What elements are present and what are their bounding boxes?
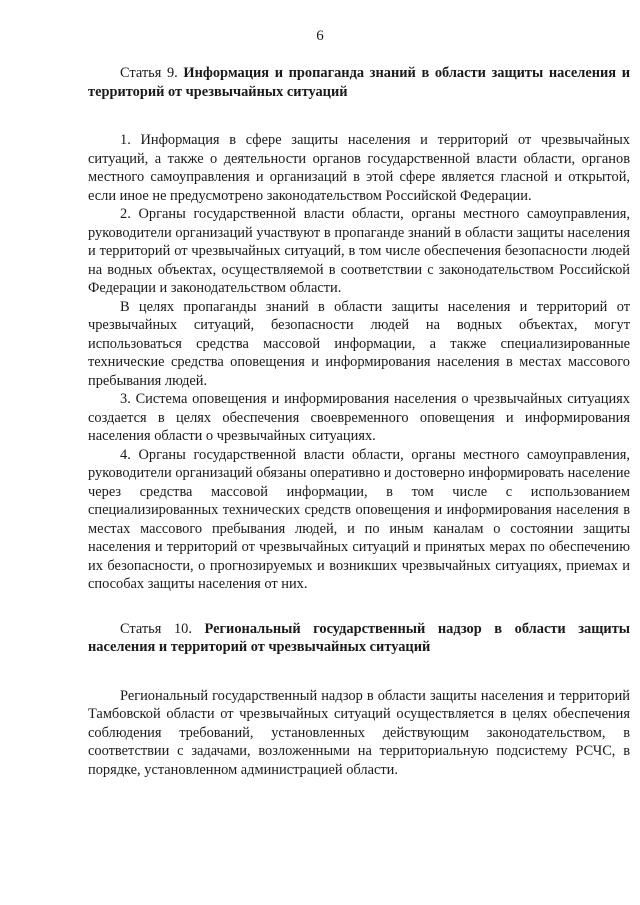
article-9-paragraph-5: 4. Органы государственной власти области, органы местного самоуправления, руководители организаций обязаны оперативно и достоверно информировать население через средства массовой информации, в том числе с использованием специализированных технических средств оповещения и информирования населения в местах массового пребывания людей, и по иным каналам о состоянии защиты населения и территорий от чрезвычайных ситуаций и принятых мерах по обеспечению их безопасности, о прогнозируемых и возникших чрезвычайных ситуациях, приемах и способах защиты населения от них. bbox=[88, 446, 630, 592]
article-10-heading bbox=[88, 620, 630, 657]
article-9-paragraph-3: В целях пропаганды знаний в области защиты населения и территорий от чрезвычайных ситуаций, безопасности людей на водных объектах, могут использоваться средства массовой информации, а также специализированные технические средства оповещения и информирования населения в местах массового пребывания людей. bbox=[88, 298, 630, 389]
article-9-paragraph-1: 1. Информация в сфере защиты населения и территорий от чрезвычайных ситуаций, а также о деятельности органов государственной власти области, органов местного самоуправления и организаций в этой сфере является гласной и открытой, если иное не предусмотрено законодательством Российской Федерации. bbox=[88, 132, 630, 204]
article-9-title: Информация и пропаганда знаний в области защиты населения и территорий от чрезвычайных ситуаций bbox=[88, 65, 630, 100]
article-9-heading bbox=[88, 64, 630, 101]
article-10-title: Региональный государственный надзор в области защиты населения и территорий от чрезвычайных ситуаций bbox=[88, 620, 630, 655]
spacer bbox=[88, 594, 630, 620]
document-body bbox=[88, 64, 630, 779]
article-10-paragraph-1: Региональный государственный надзор в области защиты населения и территорий Тамбовской области от чрезвычайных ситуаций осуществляется в целях обеспечения соблюдения требований, установленных действующим законодательством, в соответствии с задачами, возложенными на территориальную подсистему РСЧС, в порядке, установленном администрацией области. bbox=[88, 687, 630, 778]
article-9-paragraph-2: 2. Органы государственной власти области, органы местного самоуправления, руководители организаций участвуют в пропаганде знаний в области защиты населения и территорий от чрезвычайных ситуаций, в том числе обеспечения безопасности людей на водных объектах, осуществляемой в соответствии с законодательством Российской Федерации и законодательством области. bbox=[88, 206, 630, 296]
article-9-label: Статья 9. bbox=[120, 65, 178, 81]
article-10-label: Статья 10. bbox=[120, 620, 192, 637]
spacer bbox=[88, 101, 630, 131]
page-number: 6 bbox=[316, 28, 324, 44]
article-9-paragraph-4: 3. Система оповещения и информирования населения о чрезвычайных ситуациях создается в целях обеспечения своевременного оповещения и информирования населения области о чрезвычайных ситуациях. bbox=[88, 391, 630, 444]
spacer bbox=[88, 657, 630, 687]
